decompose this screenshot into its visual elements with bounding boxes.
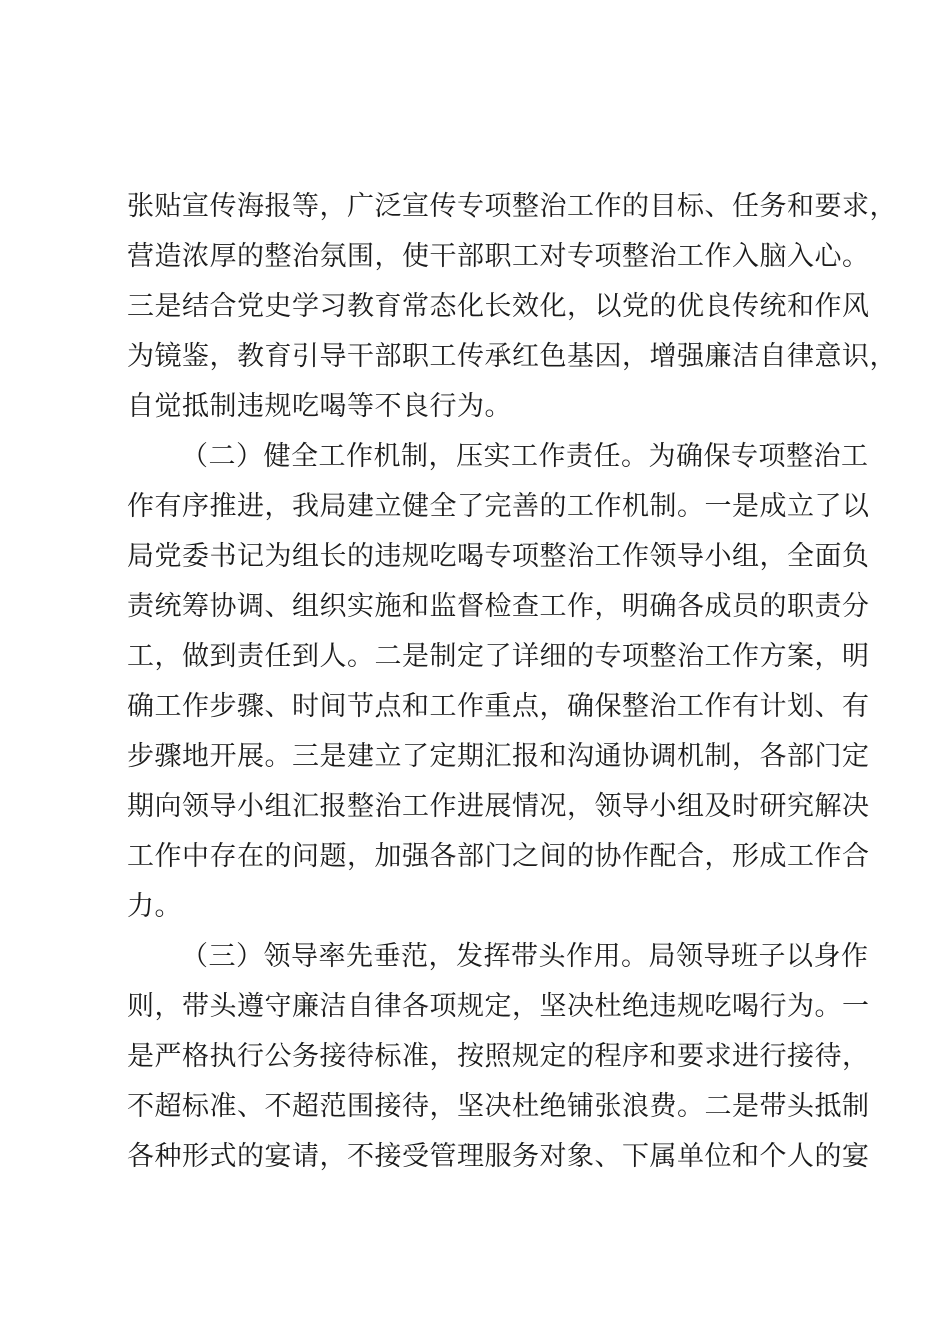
document-body [127, 182, 897, 1182]
text-line: 工，做到责任到人。二是制定了详细的专项整治工作方案，明 [127, 641, 870, 672]
text-line: 作有序推进，我局建立健全了完善的工作机制。一是成立了以 [127, 491, 870, 522]
paragraph-2 [127, 432, 870, 932]
text-line: 则，带头遵守廉洁自律各项规定，坚决杜绝违规吃喝行为。一 [127, 991, 870, 1022]
text-line: 营造浓厚的整治氛围，使干部职工对专项整治工作入脑入心。 [127, 241, 870, 272]
paragraph-3 [127, 932, 870, 1182]
text-line: 责统筹协调、组织实施和监督检查工作，明确各成员的职责分 [127, 591, 870, 622]
text-line: 工作中存在的问题，加强各部门之间的协作配合，形成工作合 [127, 841, 870, 872]
text-line: （二）健全工作机制，压实工作责任。为确保专项整治工 [181, 441, 869, 472]
text-line: 各种形式的宴请，不接受管理服务对象、下属单位和个人的宴 [127, 1141, 870, 1172]
text-line: （三）领导率先垂范，发挥带头作用。局领导班子以身作 [181, 941, 869, 972]
text-line: 力。 [127, 891, 182, 922]
text-line: 为镜鉴，教育引导干部职工传承红色基因，增强廉洁自律意识， [127, 341, 897, 372]
text-line: 局党委书记为组长的违规吃喝专项整治工作领导小组，全面负 [127, 541, 870, 572]
text-line: 确工作步骤、时间节点和工作重点，确保整治工作有计划、有 [127, 691, 870, 722]
text-line: 步骤地开展。三是建立了定期汇报和沟通协调机制，各部门定 [127, 741, 870, 772]
paragraph-1 [127, 182, 897, 432]
text-line: 是严格执行公务接待标准，按照规定的程序和要求进行接待， [127, 1041, 870, 1072]
text-line: 期向领导小组汇报整治工作进展情况，领导小组及时研究解决 [127, 791, 870, 822]
text-line: 不超标准、不超范围接待，坚决杜绝铺张浪费。二是带头抵制 [127, 1091, 870, 1122]
text-line: 张贴宣传海报等，广泛宣传专项整治工作的目标、任务和要求， [127, 191, 897, 222]
text-line: 自觉抵制违规吃喝等不良行为。 [127, 391, 512, 422]
text-line: 三是结合党史学习教育常态化长效化，以党的优良传统和作风 [127, 291, 870, 322]
